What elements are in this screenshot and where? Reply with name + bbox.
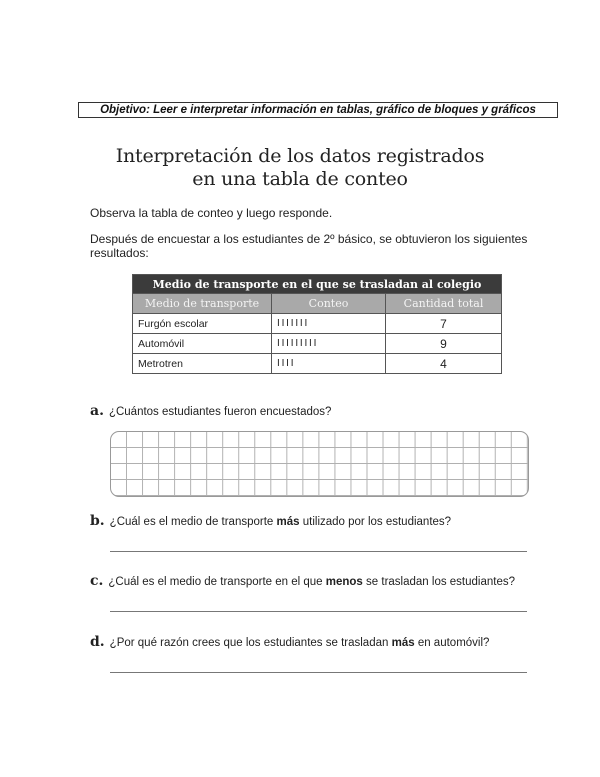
title-line-1: Interpretación de los datos registrados bbox=[115, 145, 485, 167]
cell-total: 9 bbox=[386, 334, 502, 354]
question-b bbox=[90, 513, 451, 529]
question-text-pre: ¿Cuál es el medio de transporte bbox=[109, 516, 277, 528]
answer-line-d[interactable] bbox=[110, 672, 527, 673]
objective-banner: Objetivo: Leer e interpretar información en tablas, gráfico de bloques y gráficos bbox=[78, 102, 558, 118]
question-text-post: utilizado por los estudiantes? bbox=[299, 516, 452, 528]
title-line-2: en una tabla de conteo bbox=[192, 168, 408, 190]
context-text: Después de encuestar a los estudiantes de 2º básico, se obtuvieron los siguientes resultados: bbox=[90, 232, 528, 260]
question-text: ¿Cuántos estudiantes fueron encuestados? bbox=[108, 406, 332, 418]
cell-conteo: IIIIIII bbox=[272, 314, 386, 334]
question-text-post: en automóvil? bbox=[414, 637, 490, 649]
question-a bbox=[90, 403, 331, 419]
answer-line-b[interactable] bbox=[110, 551, 527, 552]
table-row bbox=[133, 314, 502, 334]
instruction-text: Observa la tabla de conteo y luego responde. bbox=[90, 206, 333, 220]
header-total: Cantidad total bbox=[386, 294, 502, 314]
answer-line-c[interactable] bbox=[110, 611, 527, 612]
question-d bbox=[90, 634, 489, 650]
header-conteo: Conteo bbox=[272, 294, 386, 314]
cell-medio: Furgón escolar bbox=[133, 314, 272, 334]
question-text-post: se trasladan los estudiantes? bbox=[362, 576, 515, 588]
question-letter: a. bbox=[90, 403, 104, 419]
cell-conteo: IIIIIIIII bbox=[272, 334, 386, 354]
cell-medio: Automóvil bbox=[133, 334, 272, 354]
cell-medio: Metrotren bbox=[133, 354, 272, 374]
page-title bbox=[0, 145, 600, 191]
tally-table bbox=[132, 274, 502, 374]
question-letter: b. bbox=[90, 513, 105, 529]
question-text-bold: menos bbox=[325, 576, 363, 588]
question-text-pre: ¿Por qué razón crees que los estudiantes se trasladan bbox=[109, 637, 392, 649]
cell-conteo: IIII bbox=[272, 354, 386, 374]
header-medio: Medio de transporte bbox=[133, 294, 272, 314]
table-caption: Medio de transporte en el que se trasladan al colegio bbox=[133, 275, 502, 294]
cell-total: 4 bbox=[386, 354, 502, 374]
table-row bbox=[133, 354, 502, 374]
cell-total: 7 bbox=[386, 314, 502, 334]
question-letter: d. bbox=[90, 634, 105, 650]
table-row bbox=[133, 334, 502, 354]
question-text-pre: ¿Cuál es el medio de transporte en el que bbox=[108, 576, 326, 588]
question-text-bold: más bbox=[391, 637, 415, 649]
answer-grid[interactable] bbox=[110, 431, 529, 497]
question-c bbox=[90, 573, 515, 589]
question-letter: c. bbox=[90, 573, 104, 589]
question-text-bold: más bbox=[276, 516, 300, 528]
